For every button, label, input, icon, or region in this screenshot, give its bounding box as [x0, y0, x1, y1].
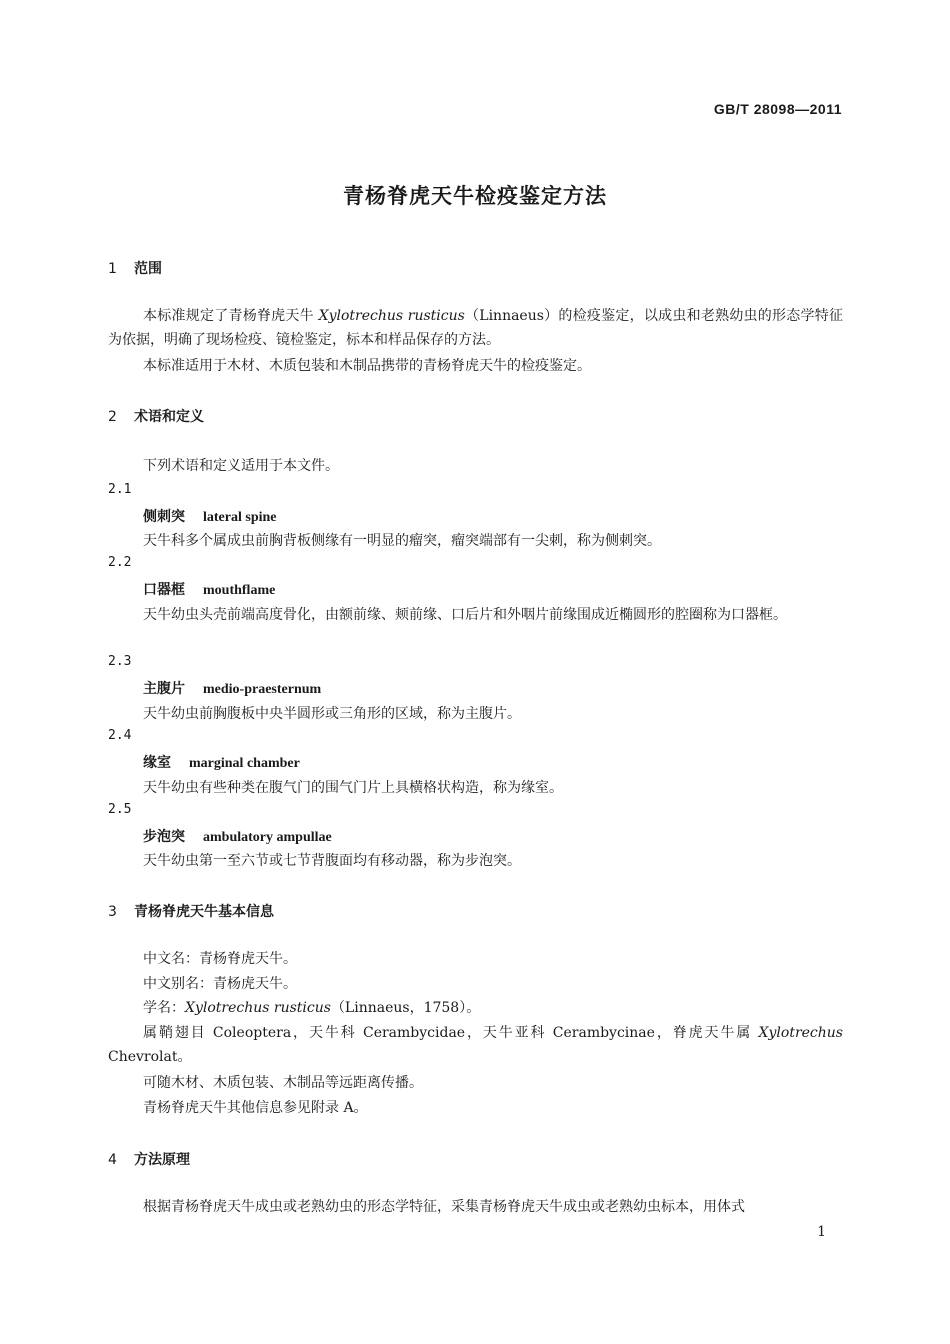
- term-cn: 步泡突: [143, 829, 185, 845]
- scientific-name: Xylotrechus rusticus: [185, 1000, 331, 1016]
- chinese-alias: 中文别名：青杨虎天牛。: [143, 976, 297, 992]
- text-run: （Linnaeus）的检疫鉴定，以成虫和老熟幼虫的形态学特征为依据，明确了现场检疫、镜检鉴定，标本和样品保存的方法。: [108, 308, 844, 348]
- document-title: 青杨脊虎天牛检疫鉴定方法: [343, 184, 607, 208]
- section-number: 2: [108, 409, 117, 425]
- spread-paragraph: 可随木材、木质包装、木制品等远距离传播。: [143, 1075, 423, 1091]
- section-4-heading: [108, 1149, 190, 1169]
- section-2-heading: [108, 406, 204, 426]
- term-en: medio-praesternum: [203, 682, 322, 697]
- section-title: 术语和定义: [134, 409, 204, 425]
- term-cn: 缘室: [143, 755, 171, 771]
- scientific-name: Xylotrechus rusticus: [318, 308, 465, 324]
- term-number: 2.4: [108, 728, 132, 743]
- section-1-heading: [108, 258, 162, 278]
- text-run: 属鞘翅目 Coleoptera，天牛科 Cerambycidae，天牛亚科 Cerambycinae，脊虎天牛属: [143, 1025, 759, 1041]
- term-number: 2.1: [108, 482, 132, 497]
- term-definition: 天牛幼虫有些种类在腹气门的围气门片上具横格状构造，称为缘室。: [143, 780, 563, 796]
- section-2-intro: 下列术语和定义适用于本文件。: [143, 458, 339, 474]
- term-number: 2.5: [108, 802, 132, 817]
- page-number: 1: [817, 1224, 826, 1240]
- term-cn: 主腹片: [143, 681, 185, 697]
- taxonomy-paragraph: [108, 1021, 843, 1069]
- term-en: mouthflame: [203, 583, 276, 598]
- scientific-name-line: [108, 996, 843, 1020]
- genus-name: Xylotrechus: [758, 1025, 843, 1041]
- term-number: 2.3: [108, 654, 132, 669]
- term-definition: 天牛幼虫第一至六节或七节背腹面均有移动器，称为步泡突。: [143, 853, 521, 869]
- section-4-paragraph-1: 根据青杨脊虎天牛成虫或老熟幼虫的形态学特征，采集青杨脊虎天牛成虫或老熟幼虫标本，用体式: [143, 1199, 745, 1215]
- text-run: （Linnaeus，1758）。: [330, 1000, 481, 1016]
- term-definition: 天牛幼虫前胸腹板中央半圆形或三角形的区域，称为主腹片。: [143, 706, 521, 722]
- section-3-heading: [108, 901, 274, 921]
- term-cn: 侧刺突: [143, 509, 185, 525]
- term-heading: [143, 579, 275, 599]
- term-heading: [143, 752, 300, 772]
- appendix-reference: 青杨脊虎天牛其他信息参见附录 A。: [143, 1100, 368, 1116]
- term-number: 2.2: [108, 555, 132, 570]
- term-heading: [143, 678, 321, 698]
- term-definition: 天牛科多个属成虫前胸背板侧缘有一明显的瘤突，瘤突端部有一尖刺，称为侧刺突。: [143, 533, 661, 549]
- section-1-paragraph-1: [108, 304, 843, 352]
- section-number: 3: [108, 904, 117, 920]
- text-run: Chevrolat。: [108, 1049, 192, 1065]
- section-title: 青杨脊虎天牛基本信息: [134, 904, 274, 920]
- standard-number: GB/T 28098—2011: [713, 101, 842, 117]
- text-run: 学名：: [143, 1000, 185, 1016]
- section-title: 范围: [134, 261, 162, 277]
- term-en: ambulatory ampullae: [203, 830, 332, 845]
- section-title: 方法原理: [134, 1152, 190, 1168]
- section-1-paragraph-2: 本标准适用于木材、木质包装和木制品携带的青杨脊虎天牛的检疫鉴定。: [143, 358, 591, 374]
- section-number: 4: [108, 1152, 117, 1168]
- term-en: lateral spine: [203, 510, 277, 525]
- term-en: marginal chamber: [189, 756, 300, 771]
- text-run: 本标准规定了青杨脊虎天牛: [143, 308, 319, 324]
- term-definition: 天牛幼虫头壳前端高度骨化，由额前缘、颊前缘、口后片和外咽片前缘围成近椭圆形的腔圈称为口器框。: [143, 607, 787, 623]
- section-number: 1: [108, 261, 117, 277]
- chinese-name: 中文名：青杨脊虎天牛。: [143, 951, 297, 967]
- term-cn: 口器框: [143, 582, 185, 598]
- term-heading: [143, 506, 277, 526]
- term-heading: [143, 826, 332, 846]
